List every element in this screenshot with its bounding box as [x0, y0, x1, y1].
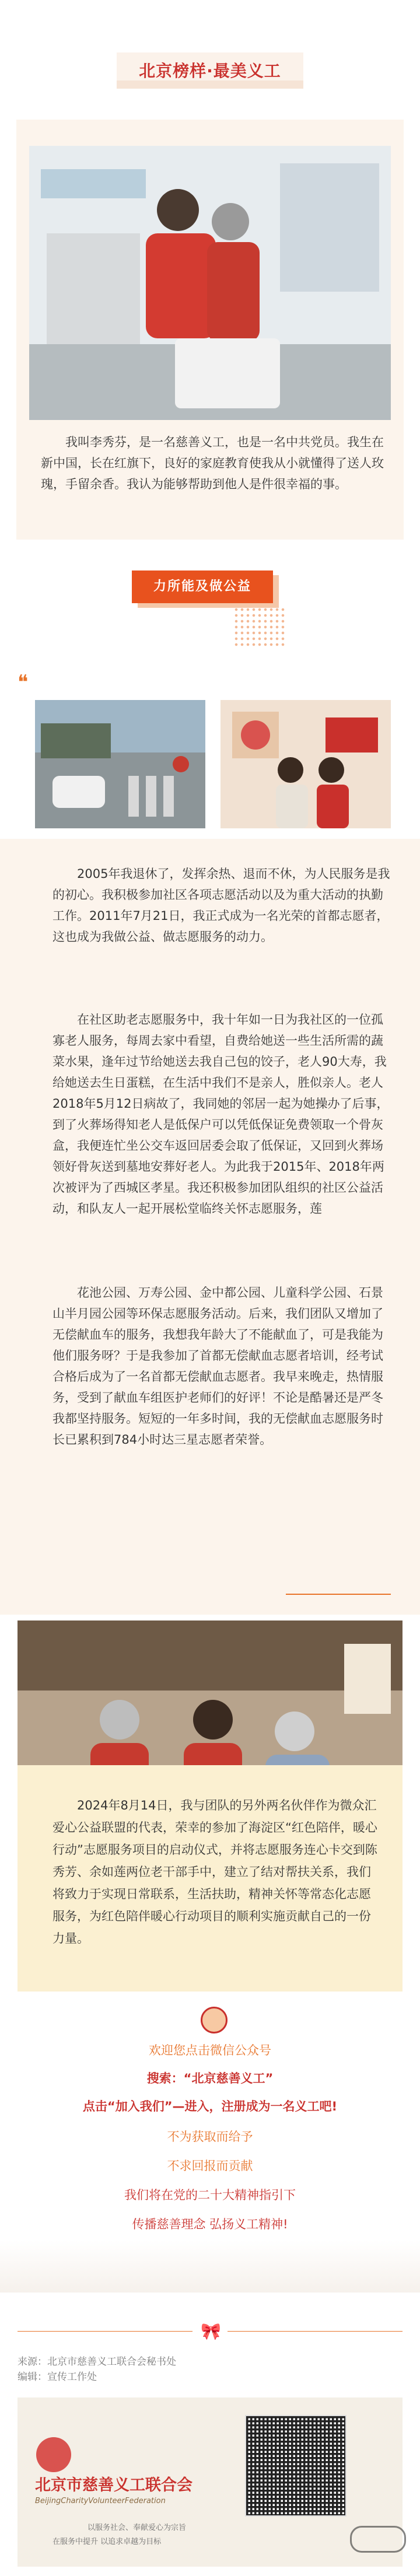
photo-street-illustration [35, 700, 205, 828]
mascot-icon [201, 2007, 228, 2034]
dots-decoration [233, 607, 286, 648]
cloud-decoration [0, 2240, 420, 2292]
cta-join: 点击“加入我们”—进入，注册成为一名义工吧! [82, 2099, 338, 2113]
editor-line: 编辑：宣传工作处 [18, 2371, 97, 2383]
photo-street [35, 700, 205, 828]
divider-left [18, 2331, 192, 2332]
story-paragraph-2: 在社区助老志愿服务中，我十年如一日为我社区的一位孤寡老人服务，每周去家中看望，自费给她送一些生活所需的蔬菜水果，逢年过节给她送去我自己包的饺子，老人90大寿，我给她送去生日蛋糕，在生活中我们不是亲人，胜似亲人。老人2018年5月12日病故了，我同她的邻居一起为她操办了后事，到了火葬场得知老人是低保户可以凭低保证免费领取一个骨灰盒，我便连忙坐公交车返回居委会取了低保证，又回到火葬场领好骨灰送到墓地安葬好老人。为此我于2015年、2018年两次被评为了西城区孝星。我还积极参加团队组织的社区公益活动，和队友人一起开展松堂临终关怀志愿服务，莲 [52, 1013, 389, 1216]
photo-illustration [29, 146, 391, 420]
event-paragraph: 2024年8月14日，我与团队的另外两名伙伴作为微众汇爱心公益联盟的代表，荣幸的参加了海淀区“红色陪伴，暖心行动”志愿服务项目的启动仪式，并将志愿服务连心卡交到陈秀芳、余如莲两位老干部手中，建立了结对帮扶关系，我们将致力于实现日常联系，生活扶助，精神关怀等常态化志愿服务，为红色陪伴暖心行动项目的顺利实施贡献自己的一份力量。 [52, 1798, 377, 1945]
source-line: 来源：北京市慈善义工联合会秘书处 [18, 2356, 176, 2368]
story-paragraph-3: 花池公园、万寿公园、金中都公园、儿童科学公园、石景山半月园公园等环保志愿服务活动。后来，我们团队又增加了无偿献血车的服务，我想我年龄大了不能献血了，可是我能为他们服务呀？于是我参加了首都无偿献血志愿者培训，经考试合格后成为了一名首都无偿献血志愿者。我早来晚走，热情服务，受到了献血车组医护老师们的好评！不论是酷暑还是严冬我都坚持服务。短短的一年多时间，我的无偿献血志愿服务时长已累积到784小时达三星志愿者荣誉。 [52, 1286, 383, 1447]
photo-indoor-illustration [220, 700, 391, 828]
org-slogan-1: 以服务社会、奉献爱心为宗旨 [88, 2524, 187, 2532]
glasses-icon [350, 2526, 406, 2553]
bow-icon: 🎀 [201, 2322, 221, 2341]
divider [286, 1594, 391, 1595]
cta-line-1: 欢迎您点击微信公众号 [149, 2043, 271, 2057]
body-panel [0, 839, 420, 1615]
story-paragraph-1: 2005年我退休了，发挥余热、退而不休，为人民服务是我的初心。我积极参加社区各项志愿活动以及为重大活动的执勤工作。2011年7月21日，我正式成为一名光荣的首都志愿者，这也成为我做公益、做志愿服务的动力。 [52, 867, 390, 944]
photo-indoor-volunteers [220, 700, 391, 828]
divider-right [228, 2331, 402, 2332]
cta-guidance: 我们将在党的二十大精神指引下 [124, 2188, 296, 2202]
qr-code-icon[interactable] [245, 2415, 346, 2516]
org-name: 北京市慈善义工联合会 [35, 2476, 192, 2494]
title-banner [117, 52, 303, 89]
org-name-en: BeijingCharityVolunteerFederation [35, 2497, 166, 2505]
photo-volunteer-with-elder [29, 146, 391, 420]
page-title: 北京榜样·最美义工 [139, 61, 281, 80]
cta-search: 搜索：“北京慈善义工” [146, 2071, 274, 2085]
org-slogan-2: 在服务中提升 以追求卓越为目标 [52, 2538, 162, 2546]
cta-motto-1: 不为获取而给予 [167, 2130, 253, 2144]
logo-icon [36, 2437, 71, 2472]
section-ribbon: 力所能及做公益 [132, 570, 273, 603]
cta-slogan: 传播慈善理念 弘扬义工精神! [132, 2217, 288, 2231]
quote-icon: ❝ [18, 671, 29, 694]
cta-motto-2: 不求回报而贡献 [167, 2159, 253, 2173]
intro-text: 我叫李秀芬，是一名慈善义工，也是一名中共党员。我生在新中国，长在红旗下，良好的家庭教育使我从小就懂得了送人玫瑰，手留余香。我认为能够帮助到他人是件很幸福的事。 [41, 435, 384, 491]
